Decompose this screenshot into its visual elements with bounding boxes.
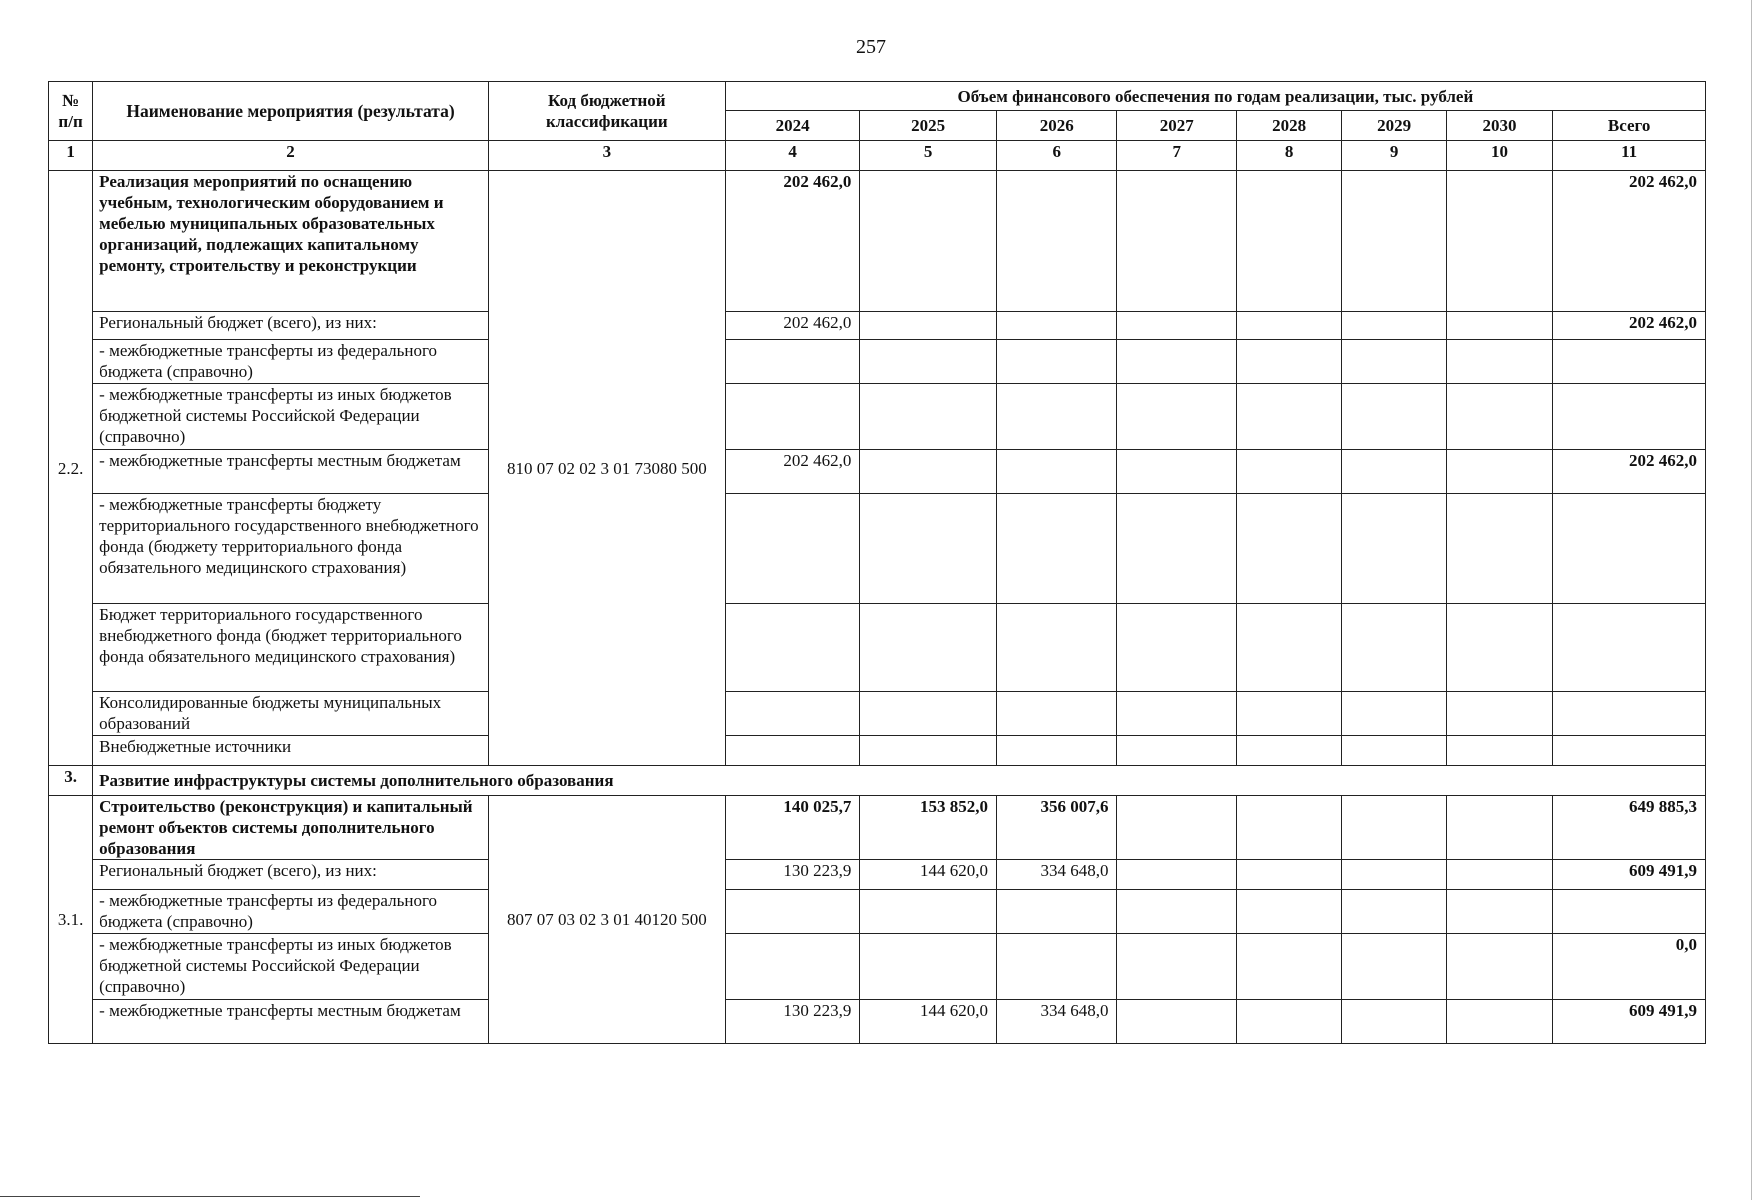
total-cell: 649 885,3 [1553,796,1706,860]
value-cell: 202 462,0 [725,450,860,494]
value-cell: 356 007,6 [996,796,1117,860]
table-row [49,604,1706,692]
value-cell: 140 025,7 [725,796,860,860]
value-cell [860,494,997,604]
value-cell [1117,890,1237,934]
value-cell [1236,450,1341,494]
table-row [49,340,1706,384]
value-cell [1446,796,1552,860]
value-cell [1446,171,1552,312]
column-number: 4 [725,141,860,171]
column-number: 2 [93,141,489,171]
column-number: 9 [1342,141,1446,171]
value-cell [1236,494,1341,604]
value-cell [725,384,860,450]
table-row [49,736,1706,766]
measure-name: Строительство (реконструкция) и капитальный ремонт объектов системы дополнительного образования [93,796,489,860]
header-code: Код бюджетной классификации [488,82,725,141]
value-cell [860,692,997,736]
page-number: 257 [856,36,886,58]
measure-name: - межбюджетные трансферты из федерального бюджета (справочно) [93,890,489,934]
table-row [49,890,1706,934]
value-cell [1236,1000,1341,1044]
value-cell [1342,796,1446,860]
value-cell [860,340,997,384]
value-cell [1117,171,1237,312]
value-cell: 202 462,0 [725,312,860,340]
table-row [49,934,1706,1000]
value-cell [996,450,1117,494]
value-cell [1117,796,1237,860]
value-cell: 130 223,9 [725,1000,860,1044]
table-row [49,384,1706,450]
value-cell [1117,860,1237,890]
section-row [49,766,1706,796]
total-cell [1553,384,1706,450]
value-cell [860,384,997,450]
header-year-2024: 2024 [725,111,860,141]
value-cell [1117,604,1237,692]
table-row [49,450,1706,494]
total-cell [1553,736,1706,766]
header-funding: Объем финансового обеспечения по годам реализации, тыс. рублей [725,82,1705,111]
value-cell [725,890,860,934]
measure-name: - межбюджетные трансферты из иных бюджетов бюджетной системы Российской Федерации (справочно) [93,384,489,450]
row-number: 2.2. [49,171,93,766]
value-cell [725,736,860,766]
measure-name: Региональный бюджет (всего), из них: [93,312,489,340]
header-total: Всего [1553,111,1706,141]
value-cell [1236,692,1341,736]
value-cell [1342,494,1446,604]
value-cell [1342,604,1446,692]
value-cell [996,890,1117,934]
value-cell [1446,450,1552,494]
measure-name: - межбюджетные трансферты из федерального бюджета (справочно) [93,340,489,384]
value-cell [996,384,1117,450]
column-number: 10 [1446,141,1552,171]
value-cell [996,340,1117,384]
total-cell [1553,890,1706,934]
measure-name: - межбюджетные трансферты местным бюджетам [93,450,489,494]
header-num: № п/п [49,82,93,141]
column-number: 3 [488,141,725,171]
row-number: 3.1. [49,796,93,1044]
value-cell [1236,796,1341,860]
value-cell [1446,736,1552,766]
value-cell [1446,934,1552,1000]
value-cell [1117,384,1237,450]
budget-code: 810 07 02 02 3 01 73080 500 [488,171,725,766]
value-cell [1342,736,1446,766]
value-cell [1446,860,1552,890]
header-year-2025: 2025 [860,111,997,141]
total-cell: 202 462,0 [1553,312,1706,340]
measure-name: - межбюджетные трансферты из иных бюджетов бюджетной системы Российской Федерации (справочно) [93,934,489,1000]
value-cell [725,340,860,384]
value-cell [1117,494,1237,604]
value-cell [1236,934,1341,1000]
measure-name: Реализация мероприятий по оснащению учебным, технологическим оборудованием и мебелью муниципальных образовательных организаций, подлежащих капитальному ремонту, строительству и реконструкции [93,171,489,312]
total-cell: 609 491,9 [1553,860,1706,890]
value-cell: 130 223,9 [725,860,860,890]
value-cell [1236,604,1341,692]
value-cell [1236,171,1341,312]
value-cell [1236,736,1341,766]
table-row [49,692,1706,736]
measure-name: Бюджет территориального государственного внебюджетного фонда (бюджет территориального фонда обязательного медицинского страхования) [93,604,489,692]
value-cell [996,934,1117,1000]
value-cell [725,934,860,1000]
value-cell [860,890,997,934]
value-cell [1446,494,1552,604]
table-row [49,312,1706,340]
total-cell: 609 491,9 [1553,1000,1706,1044]
value-cell [860,736,997,766]
value-cell [996,312,1117,340]
value-cell [1342,860,1446,890]
value-cell: 144 620,0 [860,860,997,890]
table-row [49,796,1706,860]
value-cell [1117,312,1237,340]
value-cell [1446,384,1552,450]
column-numbers-row [49,141,1706,171]
total-cell [1553,604,1706,692]
value-cell [996,494,1117,604]
value-cell [725,692,860,736]
table-row [49,171,1706,312]
value-cell [1117,934,1237,1000]
value-cell [1446,312,1552,340]
bottom-rule [0,1196,420,1197]
value-cell [1342,890,1446,934]
value-cell [1236,860,1341,890]
value-cell [1342,171,1446,312]
column-number: 11 [1553,141,1706,171]
total-cell: 202 462,0 [1553,450,1706,494]
value-cell [996,604,1117,692]
value-cell [1342,384,1446,450]
value-cell [1342,1000,1446,1044]
value-cell: 334 648,0 [996,1000,1117,1044]
header-year-2030: 2030 [1446,111,1552,141]
value-cell [1117,1000,1237,1044]
header-year-2028: 2028 [1236,111,1341,141]
value-cell [996,736,1117,766]
value-cell [1342,450,1446,494]
value-cell [996,171,1117,312]
measure-name: Региональный бюджет (всего), из них: [93,860,489,890]
table-row [49,494,1706,604]
value-cell [1117,692,1237,736]
section-number: 3. [49,766,93,796]
column-number: 8 [1236,141,1341,171]
measure-name: Консолидированные бюджеты муниципальных образований [93,692,489,736]
value-cell [1446,340,1552,384]
value-cell [1117,736,1237,766]
value-cell: 144 620,0 [860,1000,997,1044]
value-cell [1342,340,1446,384]
value-cell [1446,604,1552,692]
total-cell [1553,692,1706,736]
value-cell [1446,1000,1552,1044]
measure-name: - межбюджетные трансферты местным бюджетам [93,1000,489,1044]
value-cell [1446,692,1552,736]
table-row [49,1000,1706,1044]
column-number: 7 [1117,141,1237,171]
value-cell [860,604,997,692]
column-number: 1 [49,141,93,171]
measure-name: - межбюджетные трансферты бюджету территориального государственного внебюджетного фонда (бюджету территориального фонда обязательного медицинского страхования) [93,494,489,604]
header-year-2026: 2026 [996,111,1117,141]
value-cell: 334 648,0 [996,860,1117,890]
value-cell [725,604,860,692]
table-row [49,860,1706,890]
page-edge [1751,0,1752,1200]
value-cell [1117,340,1237,384]
column-number: 5 [860,141,997,171]
value-cell [1236,384,1341,450]
value-cell [860,450,997,494]
value-cell [1236,890,1341,934]
value-cell [1342,692,1446,736]
value-cell [1117,450,1237,494]
section-title: Развитие инфраструктуры системы дополнительного образования [93,766,1706,796]
value-cell [996,692,1117,736]
column-number: 6 [996,141,1117,171]
value-cell: 153 852,0 [860,796,997,860]
total-cell [1553,494,1706,604]
total-cell: 0,0 [1553,934,1706,1000]
total-cell: 202 462,0 [1553,171,1706,312]
value-cell [1446,890,1552,934]
value-cell [860,171,997,312]
header-year-2029: 2029 [1342,111,1446,141]
value-cell [1342,934,1446,1000]
header-name: Наименование мероприятия (результата) [93,82,489,141]
value-cell [1236,340,1341,384]
value-cell [860,934,997,1000]
value-cell [1236,312,1341,340]
measure-name: Внебюджетные источники [93,736,489,766]
budget-table [48,81,1706,1044]
budget-code: 807 07 03 02 3 01 40120 500 [488,796,725,1044]
value-cell: 202 462,0 [725,171,860,312]
value-cell [725,494,860,604]
value-cell [1342,312,1446,340]
value-cell [860,312,997,340]
total-cell [1553,340,1706,384]
header-year-2027: 2027 [1117,111,1237,141]
